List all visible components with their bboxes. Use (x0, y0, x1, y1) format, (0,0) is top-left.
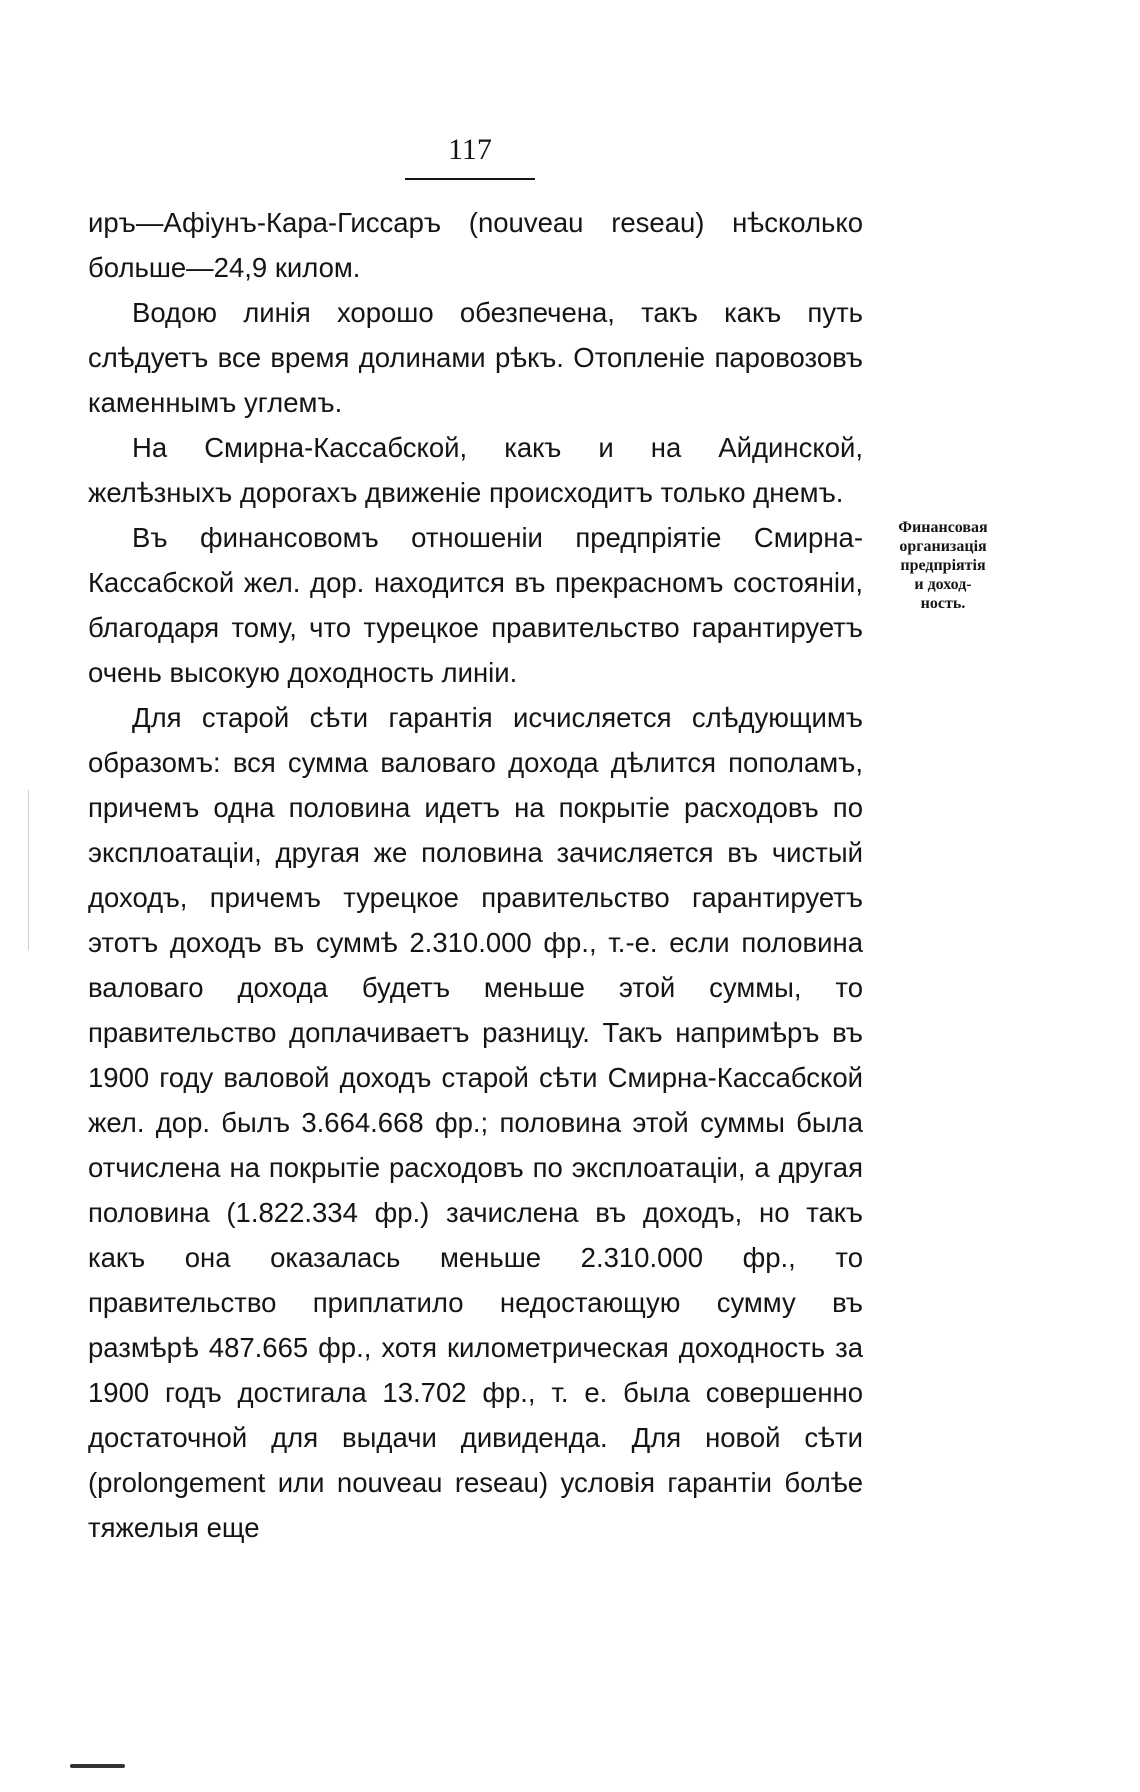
margin-note-line: ность. (920, 595, 966, 612)
header-rule (405, 178, 535, 180)
scan-smudge (70, 1764, 125, 1768)
margin-note-line: Финансовая (898, 519, 988, 536)
scan-edge-line (28, 790, 29, 950)
paragraph-financial: Въ финансовомъ отношенiи предпрiятiе Смирна-Кассабской жел. дор. находится въ прекрасномъ состоянiи, благодаря тому, что турецкое правительство гарантируетъ очень высокую доходность линiи. (88, 522, 863, 688)
paragraph-guarantee: Для старой сѣти гарантiя исчисляется слѣдующимъ образомъ: вся сумма валоваго дохода дѣлится пополамъ, причемъ одна половина идетъ на покрытiе расходовъ по эксплоатацiи, другая же половина зачисляется въ чистый доходъ, причемъ турецкое правительство гарантируетъ этотъ доходъ въ суммѣ 2.310.000 фр., т.-е. если половина валоваго дохода будетъ меньше этой суммы, то правительство доплачиваетъ разницу. Такъ напримѣръ въ 1900 году валовой доходъ старой сѣти Смирна-Кассабской жел. дор. былъ 3.664.668 фр.; половина этой суммы была отчислена на покрытiе расходовъ по эксплоатацiи, а другая половина (1.822.334 фр.) зачислена въ доходъ, но такъ какъ она оказалась меньше 2.310.000 фр., то правительство приплатило недостающую сумму въ размѣрѣ 487.665 фр., хотя километрическая доходность за 1900 годъ достигала 13.702 фр., т. е. была совершенно достаточной для выдачи дивиденда. Для новой сѣти (prolongement или nouveau reseau) условiя гарантiи болѣе тяжелыя еще (88, 702, 863, 1543)
page-number: 117 (448, 133, 492, 166)
paragraph-traffic: На Смирна-Кассабской, какъ и на Айдинской, желѣзныхъ дорогахъ движенiе происходитъ только днемъ. (88, 432, 863, 508)
paragraph-continuation: иръ—Афiунъ-Кара-Гиссаръ (nouveau reseau) нѣсколько больше—24,9 килом. (88, 207, 863, 283)
margin-note-line: предпрiятiя (900, 557, 986, 574)
body-text (88, 200, 863, 1550)
margin-note-line: и доход- (914, 576, 972, 593)
margin-note-line: организацiя (899, 538, 987, 555)
page-header (405, 132, 535, 180)
margin-note (868, 518, 1018, 613)
paragraph-water-supply: Водою линiя хорошо обезпечена, такъ какъ путь слѣдуетъ все время долинами рѣкъ. Отопленiе паровозовъ каменнымъ углемъ. (88, 297, 863, 418)
